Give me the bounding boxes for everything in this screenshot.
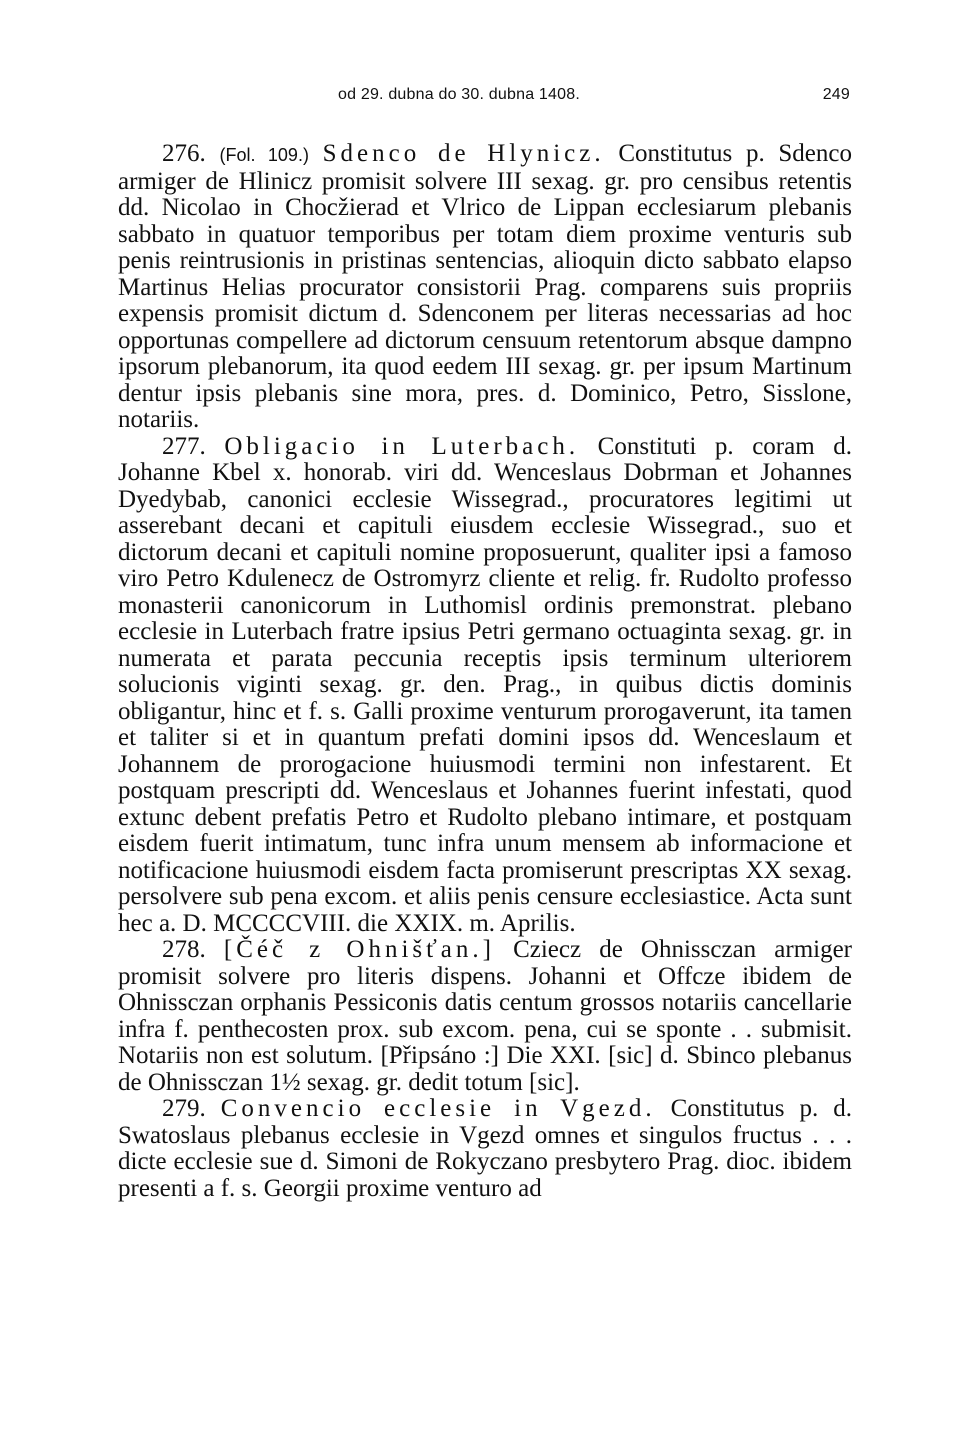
entry-278	[118, 937, 852, 1096]
entry-276	[118, 141, 852, 434]
running-head	[118, 86, 850, 110]
document-body	[118, 141, 852, 1202]
entry-heading: Sdenco de Hlynicz.	[322, 140, 605, 167]
entry-279	[118, 1096, 852, 1202]
entry-heading: [Čéč z Ohnišťan.]	[223, 936, 495, 963]
entry-text: Constitutus p. Sdenco armiger de Hlinicz promisit solvere III sexag. gr. pro censibus retentis dd. Nicolao in Chocžierad et Vlrico de Lippan ecclesiarum plebanis sabbato in quatuor temporibus per totam diem proxime venturis sub penis reintrusionis in pristinas sentencias, alioquin dicto sabbato elapso Martinus Helias procurator consistorii Prag. comparens suis propriis expensis promisit dictum d. Sdenconem per literas necessarias ad hoc opportunas compellere ad dictorum censuum retentorum absque dampno ipsorum plebanorum, ita quod eedem III sexag. gr. per ipsum Martinum dentur ipsis plebanis sine mora, pres. d. Dominico, Petro, Sisslone, notariis.	[118, 140, 852, 433]
entry-number: 277.	[162, 432, 206, 460]
entry-text: Constitutus p. d. Swatoslaus plebanus ecclesie in Vgezd omnes et singulos fructus . . . dicte ecclesie sue d. Simoni de Rokyczano presbytero Prag. dioc. ibidem presenti a f. s. Georgii proxime venturo ad	[118, 1095, 853, 1202]
entry-text: Cziecz de Ohnissczan armiger promisit solvere pro literis dispens. Johanni et Offcze ibidem de Ohnissczan orphanis Pessiconis datis centum grossos notariis cancellarie infra f. penthecosten prox. sub excom. pena, cui se sponte . . submisit. Notariis non est solutum. [Připsáno :] Die XXI. [sic] d. Sbinco plebanus de Ohnissczan 1½ sexag. gr. dedit totum [sic].	[118, 936, 853, 1096]
page-number: 249	[822, 86, 850, 103]
running-title: od 29. dubna do 30. dubna 1408.	[338, 86, 580, 103]
entry-text: Constituti p. coram d. Johanne Kbel x. honorab. viri dd. Wenceslaus Dobrman et Johannes Dyedybab, canonici ecclesie Wissegrad., procuratores legitimi ut asserebant decani et capituli eiusdem ecclesie Wissegrad., suo et dictorum decani et capituli nomine proposuerunt, qualiter ipsi a famoso viro Petro Kdulenecz de Ostromyrz cliente et relig. fr. Rudolto professo monasterii canonicorum in Luthomisl ordinis premonstrat. plebano ecclesie in Luterbach fratre ipsius Petri germano octuaginta sexag. gr. in numerata et parata peccunia receptis ipsis terminum ulteriorem solucionis viginti sexag. gr. den. Prag., in quibus dictis dominis obligantur, hinc et f. s. Galli proxime venturum prorogaverunt, ita tamen et taliter si et in quantum prefati domini ipsos dd. Wenceslaum et Johannem de prorogacione huiusmodi termini non infestarent. Et postquam prescripti dd. Wenceslaus et Johannes fuerint infestati, quod extunc debent prefatis Petro et Rudolto plebano intimare, et postquam eisdem fuerit intimatum, tunc infra unum mensem ab informacione et notificacione huiusmodi eisdem facta promiserunt prescriptas XX sexag. persolvere sub pena excom. et aliis penis censure ecclesiastice. Acta sunt hec a. D. MCCCCVIII. die XXIX. m. Aprilis.	[118, 432, 852, 937]
folio-reference: (Fol. 109.)	[219, 145, 309, 165]
entry-number: 279.	[162, 1095, 206, 1122]
entry-277	[118, 434, 852, 938]
entry-heading: Obligacio in Luterbach.	[224, 432, 580, 460]
entry-number: 278.	[162, 936, 206, 963]
entry-number: 276.	[162, 140, 206, 167]
entry-heading: Convencio ecclesie in Vgezd.	[220, 1095, 656, 1122]
